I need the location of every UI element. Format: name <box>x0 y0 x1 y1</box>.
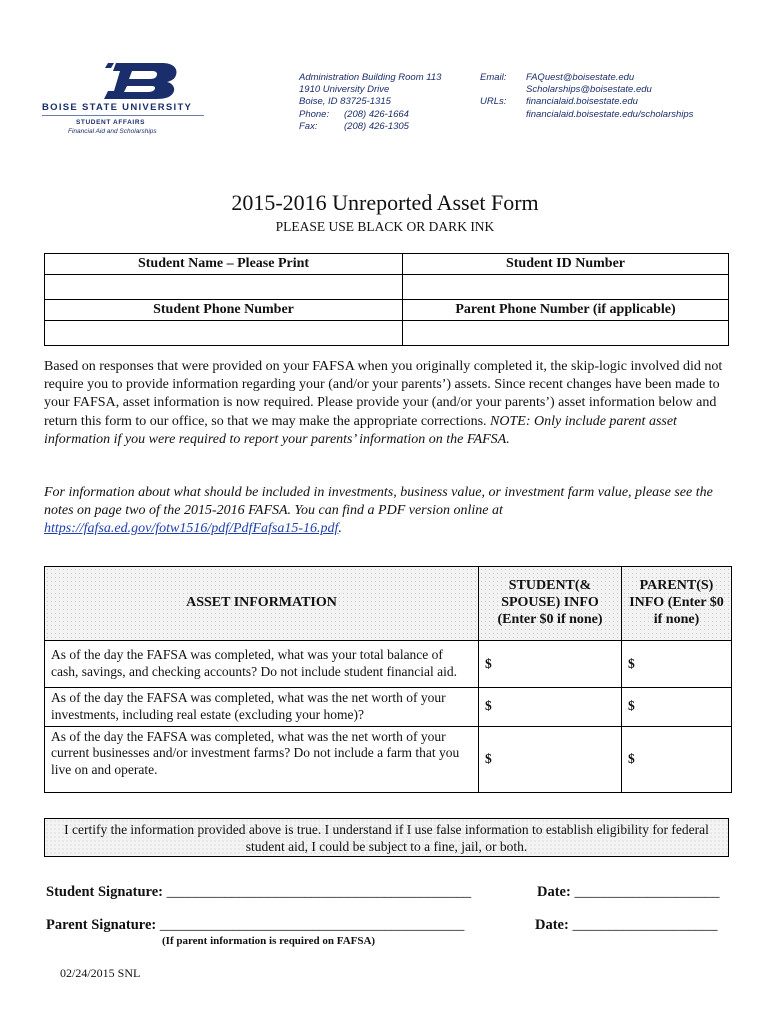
parent-date-row <box>535 917 717 934</box>
parent-date-label: Date: <box>535 917 569 933</box>
address-block <box>299 72 441 133</box>
student-name-field[interactable] <box>45 275 403 300</box>
parent-investments-field[interactable]: $ <box>622 688 732 727</box>
form-title: 2015-2016 Unreported Asset Form <box>231 190 539 215</box>
student-id-field[interactable] <box>403 275 729 300</box>
student-signature-line[interactable]: __________________________________________ <box>166 884 472 900</box>
phone-label: Phone: <box>299 108 330 120</box>
parent-phone-header: Parent Phone Number (if applicable) <box>403 300 729 321</box>
student-signature-row <box>46 884 471 901</box>
online-contact-block <box>480 72 693 121</box>
investments-question: As of the day the FAFSA was completed, what was the net worth of your investments, including real estate (excluding your home)? <box>45 688 479 727</box>
building: Administration Building Room 113 <box>299 72 442 83</box>
subdepartment-name: Financial Aid and Scholarships <box>68 128 157 135</box>
fax-number: (208) 426-1305 <box>344 120 409 132</box>
student-date-row <box>537 884 719 901</box>
student-investments-field[interactable]: $ <box>479 688 622 727</box>
street: 1910 University Drive <box>299 84 390 96</box>
email-faquest[interactable]: FAQuest@boisestate.edu <box>526 72 635 83</box>
parent-signature-label: Parent Signature: <box>46 917 157 933</box>
business-farm-question: As of the day the FAFSA was completed, what was the net worth of your current businesses and/or investment farms? Do not include a farm that you live on and operate. <box>45 726 479 792</box>
parent-date-line[interactable]: ____________________ <box>572 917 718 933</box>
fafsa-pdf-link[interactable]: https://fafsa.ed.gov/fotw1516/pdf/PdfFafsa15-16.pdf <box>44 521 339 537</box>
student-date-label: Date: <box>537 884 571 900</box>
certification-box: I certify the information provided above is true. I understand if I use false information to establish eligibility for federal student aid, I could be subject to a fine, jail, or both. <box>44 818 729 857</box>
fafsa-reference-paragraph: For information about what should be included in investments, business value, or investment farm value, please see the notes on page two of the 2015-2016 FAFSA. You can find a PDF version online at https://fafsa.ed.gov/fotw1516/pdf/PdfFafsa15-16.pdf. <box>44 485 713 537</box>
fax-label: Fax: <box>299 120 318 132</box>
student-date-line[interactable]: ____________________ <box>574 884 720 900</box>
boise-state-b-logo-icon <box>102 60 180 100</box>
student-signature-label: Student Signature: <box>46 884 163 900</box>
student-id-header: Student ID Number <box>403 254 729 275</box>
email-scholarships[interactable]: Scholarships@boisestate.edu <box>526 84 652 96</box>
email-label: Email: <box>480 72 507 83</box>
form-subtitle: PLEASE USE BLACK OR DARK INK <box>275 219 495 234</box>
parent-info-header: PARENT(S) INFO (Enter $0 if none) <box>622 567 732 641</box>
parent-business-field[interactable]: $ <box>622 726 732 792</box>
department-name: STUDENT AFFAIRS <box>76 119 146 126</box>
url-scholarships[interactable]: financialaid.boisestate.edu/scholarships <box>526 108 694 120</box>
form-footer: 02/24/2015 SNL <box>60 966 141 980</box>
parent-signature-note: (If parent information is required on FAFSA) <box>162 935 376 947</box>
cash-savings-question: As of the day the FAFSA was completed, what was your total balance of cash, savings, and checking accounts? Do not include student financial aid. <box>45 641 479 688</box>
university-name: BOISE STATE UNIVERSITY <box>42 102 193 113</box>
url-financialaid[interactable]: financialaid.boisestate.edu <box>526 96 638 108</box>
student-info-table <box>44 253 729 346</box>
instructions-paragraph: Based on responses that were provided on your FAFSA when you originally completed it, the skip-logic involved did not require you to provide information regarding your (and/or your parents’) assets. Since recent changes have been made to your FAFSA, asset information is now required. Please provide your (and/or your parents’) asset information below and return this form to our office, so that we may make the appropriate corrections. NOTE: Only include parent asset information if you were required to report your parents’ information on the FAFSA. <box>44 359 723 447</box>
parent-signature-line[interactable]: __________________________________________ <box>159 917 465 933</box>
asset-information-table <box>44 566 732 793</box>
student-name-header: Student Name – Please Print <box>45 254 403 275</box>
parent-signature-row <box>46 917 464 934</box>
student-phone-header: Student Phone Number <box>45 300 403 321</box>
student-info-header: STUDENT(& SPOUSE) INFO (Enter $0 if none) <box>479 567 622 641</box>
logo-divider <box>42 115 204 116</box>
phone-number: (208) 426-1664 <box>344 108 409 120</box>
note-text: NOTE: Only include parent asset information if you were required to report your parents’ information on the FAFSA. <box>44 413 677 447</box>
city: Boise, ID 83725-1315 <box>299 96 391 108</box>
parent-phone-field[interactable] <box>403 321 729 346</box>
student-cash-field[interactable]: $ <box>479 641 622 688</box>
student-phone-field[interactable] <box>45 321 403 346</box>
parent-cash-field[interactable]: $ <box>622 641 732 688</box>
asset-info-header: ASSET INFORMATION <box>45 567 479 641</box>
student-business-field[interactable]: $ <box>479 726 622 792</box>
urls-label: URLs: <box>480 96 507 108</box>
